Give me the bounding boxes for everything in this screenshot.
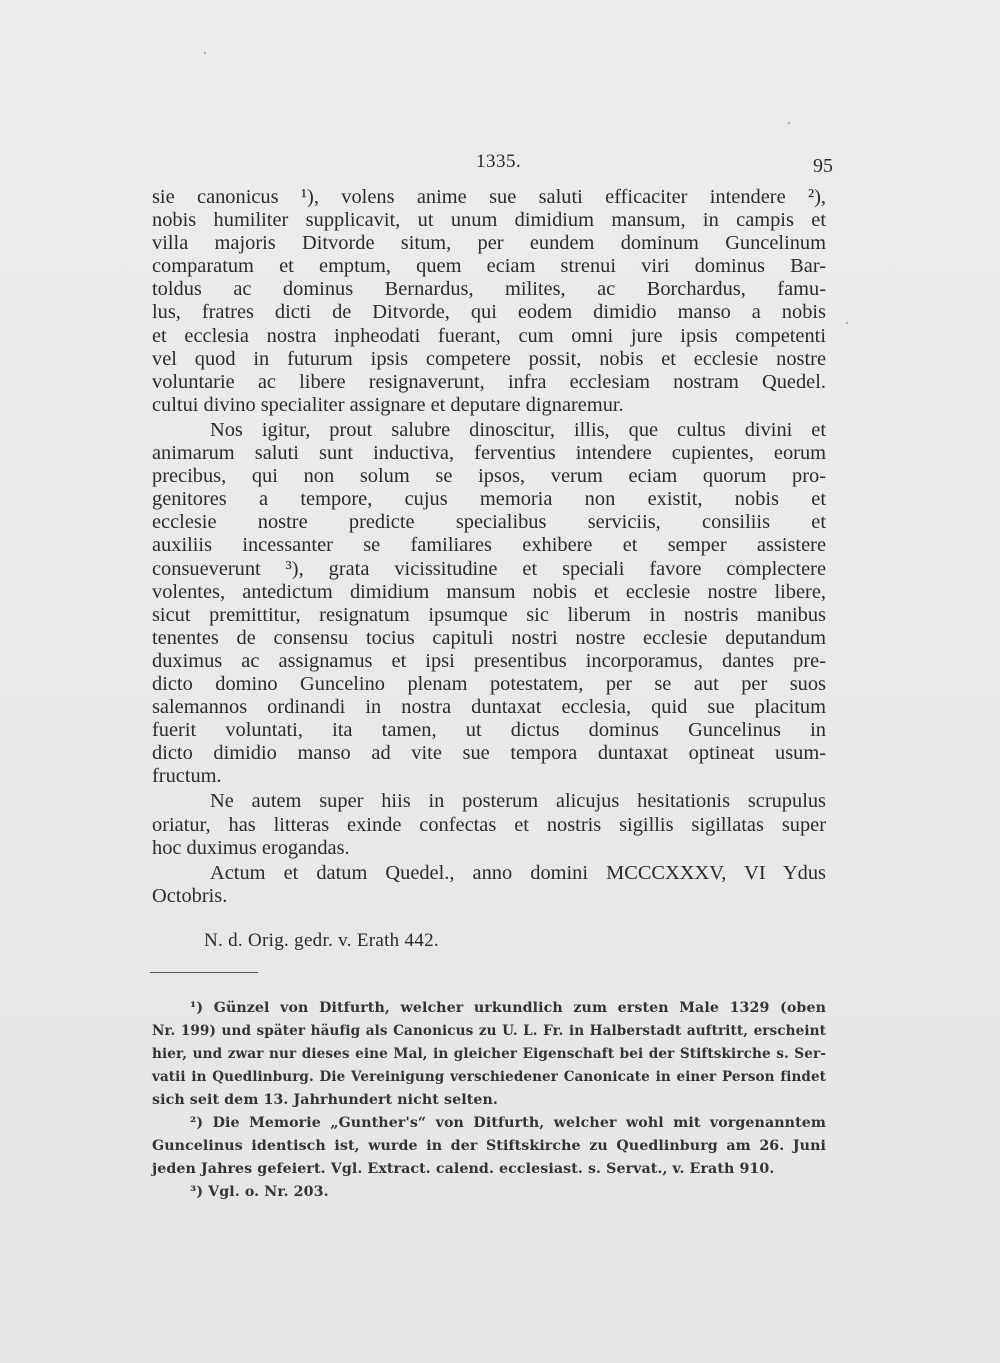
text-line: sie canonicus ¹), volens anime sue saluti efficaciter intendere ²), xyxy=(152,186,826,208)
text-line: animarum saluti sunt inductiva, ferventius intendere cupientes, eorum xyxy=(152,442,826,465)
text-line: Actum et datum Quedel., anno domini MCCCXXXV, VI Ydus xyxy=(210,861,826,884)
text-line: ecclesie nostre predicte specialibus serviciis, consiliis et xyxy=(152,511,826,534)
footnote-line: vatii in Quedlinburg. Die Vereinigung verschiedener Canonicate in einer Person findet xyxy=(152,1069,826,1085)
text-line: genitores a tempore, cujus memoria non existit, nobis et xyxy=(152,488,826,511)
text-line: hoc duximus erogandas. xyxy=(152,836,350,859)
text-line: comparatum et emptum, quem eciam strenui viri dominus Bar- xyxy=(152,255,826,278)
paper-speck xyxy=(846,322,848,324)
text-line: dicto dimidio manso ad vite sue tempora duntaxat optineat usum- xyxy=(152,742,826,765)
footnote-line: ²) Die Memorie „Gunther's“ von Ditfurth, welcher wohl mit vorgenanntem xyxy=(190,1115,826,1131)
footnote-line: ³) Vgl. o. Nr. 203. xyxy=(190,1184,329,1200)
text-line: nobis humiliter supplicavit, ut unum dimidium mansum, in campis et xyxy=(152,209,826,232)
text-line: Octobris. xyxy=(152,884,228,907)
footnote-line: sich seit dem 13. Jahrhundert nicht selten. xyxy=(152,1092,498,1108)
footnote-line: Guncelinus identisch ist, wurde in der Stiftskirche zu Quedlinburg am 26. Juni xyxy=(152,1138,826,1154)
text-line: et ecclesia nostra inpheodati fuerant, cum omni jure ipsis competenti xyxy=(152,324,826,347)
footnote-line: hier, und zwar nur dieses eine Mal, in gleicher Eigenschaft bei der Stiftskirche s. Ser- xyxy=(152,1046,826,1062)
paper-speck xyxy=(788,122,790,124)
text-line: cultui divino specialiter assignare et deputare dignaremur. xyxy=(152,393,624,416)
text-line: auxiliis incessanter se familiares exhibere et semper assistere xyxy=(152,534,826,557)
text-line: sicut premittitur, resignatum ipsumque sic liberum in nostris manibus xyxy=(152,603,826,626)
footnote-line: jeden Jahres gefeiert. Vgl. Extract. calend. ecclesiast. s. Servat., v. Erath 910. xyxy=(152,1161,775,1177)
text-line: salemannos ordinandi in nostra duntaxat ecclesia, quid sue placitum xyxy=(152,696,826,719)
charter-text xyxy=(152,186,826,908)
footnotes xyxy=(152,997,826,1204)
text-line: voluntarie ac libere resignaverunt, infra ecclesiam nostram Quedel. xyxy=(152,370,826,393)
text-line: lus, fratres dicti de Ditvorde, qui eodem dimidio manso a nobis xyxy=(152,301,826,324)
page-number: 95 xyxy=(813,155,833,177)
text-line: Ne autem super hiis in posterum alicujus hesitationis scrupulus xyxy=(210,790,826,813)
text-line: oriatur, has litteras exinde confectas et nostris sigillis sigillatas super xyxy=(152,813,826,836)
text-line: vel quod in futurum ipsis competere possit, nobis et ecclesie nostre xyxy=(152,347,826,370)
text-line: villa majoris Ditvorde situm, per eundem dominum Guncelinum xyxy=(152,232,826,255)
source-note: N. d. Orig. gedr. v. Erath 442. xyxy=(204,930,439,951)
text-line: fructum. xyxy=(152,765,222,788)
text-line: volentes, antedictum dimidium mansum nobis et ecclesie nostre libere, xyxy=(152,580,826,603)
footnote-rule xyxy=(150,972,258,973)
text-line: duximus ac assignamus et ipsi presentibus incorporamus, dantes pre- xyxy=(152,649,826,672)
text-line: Nos igitur, prout salubre dinoscitur, illis, que cultus divini et xyxy=(210,418,826,441)
running-head-year: 1335. xyxy=(476,151,522,172)
text-line: precibus, qui non solum se ipsos, verum eciam quorum pro- xyxy=(152,465,826,488)
text-line: toldus ac dominus Bernardus, milites, ac Borchardus, famu- xyxy=(152,278,826,301)
text-line: fuerit voluntati, ita tamen, ut dictus dominus Guncelinus in xyxy=(152,719,826,742)
paper-speck xyxy=(204,52,206,54)
text-line: tenentes de consensu tocius capituli nostri nostre ecclesie deputandum xyxy=(152,626,826,649)
text-line: consueverunt ³), grata vicissitudine et speciali favore complectere xyxy=(152,557,826,580)
text-line: dicto domino Guncelino plenam potestatem, per se aut per suos xyxy=(152,672,826,695)
footnote-line: Nr. 199) und später häufig als Canonicus zu U. L. Fr. in Halberstadt auftritt, erscheint xyxy=(152,1023,826,1039)
footnote-line: ¹) Günzel von Ditfurth, welcher urkundlich zum ersten Male 1329 (oben xyxy=(190,1000,826,1016)
